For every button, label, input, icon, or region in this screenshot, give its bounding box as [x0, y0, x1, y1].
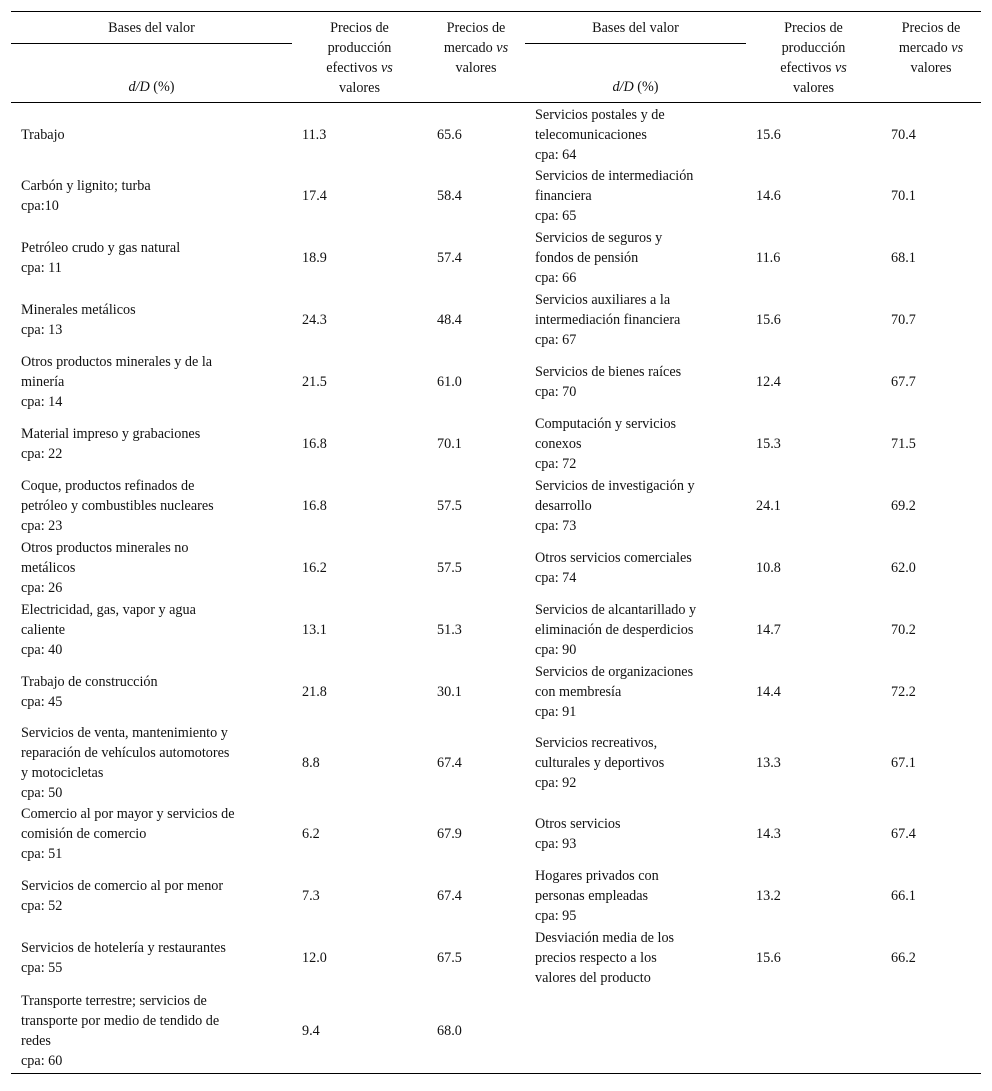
row-label-left — [11, 351, 292, 413]
table-row — [11, 103, 981, 166]
label-line: cpa: 40 — [21, 642, 63, 658]
table-row — [11, 537, 981, 599]
production-value-left: 17.4 — [302, 188, 327, 204]
header-market-right — [881, 12, 981, 103]
label-line: Petróleo crudo y gas natural — [21, 240, 181, 256]
label-line: Servicios recreativos, — [535, 735, 658, 751]
production-value-left: 16.8 — [302, 436, 327, 452]
row-label-left — [11, 165, 292, 227]
label-line: Servicios auxiliares a la — [535, 292, 671, 308]
label-line: transporte por medio de tendido de — [21, 1012, 220, 1029]
header-basis-right — [525, 12, 746, 103]
production-value-left: 7.3 — [302, 888, 320, 904]
production-value-right: 15.6 — [756, 127, 781, 143]
label-line: cpa: 11 — [21, 260, 62, 276]
label-line: fondos de pensión — [535, 250, 639, 266]
label-line: Servicios de bienes raíces — [535, 364, 682, 380]
table-header-row — [11, 12, 981, 103]
production-value-right: 15.6 — [756, 950, 781, 966]
row-label-right — [525, 351, 746, 413]
label-line: petróleo y combustibles nucleares — [21, 498, 214, 514]
production-value-right: 14.3 — [756, 826, 781, 842]
production-value-right: 13.2 — [756, 888, 781, 904]
table-row — [11, 599, 981, 661]
production-value-left: 24.3 — [302, 312, 327, 328]
label-line: Transporte terrestre; servicios de — [21, 992, 207, 1009]
production-value-right: 14.4 — [756, 684, 781, 700]
market-value-left: 57.5 — [437, 498, 462, 514]
label-line: cpa: 60 — [21, 1052, 63, 1069]
market-value-right: 71.5 — [891, 436, 916, 452]
label-line: Desviación media de los — [535, 930, 675, 946]
row-label-left — [11, 723, 292, 803]
table-row — [11, 723, 981, 803]
row-label-right — [525, 927, 746, 989]
row-label-right — [525, 537, 746, 599]
market-value-right: 70.2 — [891, 622, 916, 638]
label-line: Servicios de seguros y — [535, 230, 663, 246]
label-line: cpa: 92 — [535, 775, 577, 791]
table-row — [11, 227, 981, 289]
market-value-right: 69.2 — [891, 498, 916, 514]
label-line: Trabajo de construcción — [21, 674, 158, 690]
label-line: cpa: 45 — [21, 694, 63, 710]
header-market-text: Precios de mercado vs valores — [443, 20, 509, 76]
production-value-right: 14.6 — [756, 188, 781, 204]
label-line: cpa: 64 — [535, 147, 577, 163]
row-label-left — [11, 289, 292, 351]
label-line: Coque, productos refinados de — [21, 478, 195, 494]
value-bases-table — [11, 11, 981, 1074]
table-row — [11, 351, 981, 413]
label-line: conexos — [535, 436, 582, 452]
label-line: cpa: 51 — [21, 846, 63, 862]
label-line: cpa: 13 — [21, 322, 63, 338]
market-value-left: 48.4 — [437, 312, 462, 328]
label-line: Otros productos minerales y de la — [21, 354, 213, 370]
label-line: Servicios de hotelería y restaurantes — [21, 940, 226, 956]
label-line: cpa: 67 — [535, 332, 577, 348]
market-value-right: 67.4 — [891, 826, 916, 842]
row-label-left — [11, 927, 292, 989]
production-value-right: 24.1 — [756, 498, 781, 514]
row-label-left — [11, 661, 292, 723]
label-line: cpa: 74 — [535, 570, 577, 586]
row-label-left — [11, 227, 292, 289]
label-line: Servicios de organizaciones — [535, 664, 694, 680]
table-row — [11, 289, 981, 351]
label-line: cpa: 95 — [535, 908, 577, 924]
label-line: financiera — [535, 188, 592, 204]
row-label-left — [11, 865, 292, 927]
market-value-right: 70.4 — [891, 127, 916, 143]
production-value-left: 11.3 — [302, 127, 327, 143]
production-value-left: 16.8 — [302, 498, 327, 514]
row-label-right — [525, 865, 746, 927]
header-basis-rule — [11, 43, 292, 44]
label-line: cpa: 73 — [535, 518, 577, 534]
label-line: Hogares privados con — [535, 868, 659, 884]
row-label-right — [525, 723, 746, 803]
row-label-right — [525, 103, 746, 166]
label-line: cpa: 72 — [535, 456, 577, 472]
row-label-left — [11, 989, 292, 1073]
row-label-right — [525, 599, 746, 661]
market-value-right — [881, 989, 981, 1073]
production-value-right: 15.6 — [756, 312, 781, 328]
label-line: culturales y deportivos — [535, 755, 665, 771]
row-label-left — [11, 599, 292, 661]
production-value-left: 16.2 — [302, 560, 327, 576]
row-label-left — [11, 413, 292, 475]
label-line: intermediación financiera — [535, 312, 681, 328]
production-value-right: 11.6 — [756, 250, 781, 266]
market-value-left: 57.5 — [437, 560, 462, 576]
header-market-left — [427, 12, 525, 103]
label-line: precios respecto a los — [535, 950, 657, 966]
label-line: Servicios de comercio al por menor — [21, 878, 224, 894]
header-market-text: Precios de mercado vs valores — [898, 20, 964, 76]
table-row — [11, 803, 981, 865]
market-value-left: 65.6 — [437, 127, 462, 143]
label-line: Electricidad, gas, vapor y agua — [21, 602, 196, 618]
table-row — [11, 413, 981, 475]
table-row — [11, 989, 981, 1073]
market-value-right: 70.1 — [891, 188, 916, 204]
label-line: cpa: 70 — [535, 384, 577, 400]
label-line: metálicos — [21, 560, 76, 576]
table-row — [11, 661, 981, 723]
production-value-left: 12.0 — [302, 950, 327, 966]
label-line: Otros servicios — [535, 816, 621, 832]
row-label-right — [525, 413, 746, 475]
label-line: caliente — [21, 622, 66, 638]
label-line: redes — [21, 1032, 51, 1049]
label-line: cpa: 23 — [21, 518, 63, 534]
market-value-left: 67.9 — [437, 826, 462, 842]
row-label-right — [525, 661, 746, 723]
row-label-right — [525, 475, 746, 537]
label-line: cpa: 90 — [535, 642, 577, 658]
header-production-right — [746, 12, 881, 103]
market-value-right: 70.7 — [891, 312, 916, 328]
label-line: comisión de comercio — [21, 826, 147, 842]
label-line: valores del producto — [535, 970, 651, 986]
market-value-right: 62.0 — [891, 560, 916, 576]
label-line: cpa: 52 — [21, 898, 63, 914]
market-value-left: 67.5 — [437, 950, 462, 966]
header-basis-subtitle: d/D (%) — [612, 79, 659, 95]
label-line: con membresía — [535, 684, 622, 700]
header-production-left — [292, 12, 427, 103]
table-body — [11, 103, 981, 1074]
label-line: personas empleadas — [535, 888, 649, 904]
production-value-right: 13.3 — [756, 755, 781, 771]
label-line: cpa: 55 — [21, 960, 63, 976]
market-value-right: 67.1 — [891, 755, 916, 771]
header-basis-title: Bases del valor — [592, 20, 679, 36]
row-label-right — [525, 989, 746, 1073]
label-line: Servicios de venta, mantenimiento y — [21, 725, 228, 741]
label-line: cpa: 26 — [21, 580, 63, 596]
header-basis-subtitle: d/D (%) — [128, 79, 175, 95]
label-line: y motocicletas — [21, 765, 104, 781]
production-value-left: 21.5 — [302, 374, 327, 390]
label-line: reparación de vehículos automotores — [21, 745, 230, 761]
production-value-right: 15.3 — [756, 436, 781, 452]
row-label-right — [525, 803, 746, 865]
market-value-right: 66.2 — [891, 950, 916, 966]
label-line: cpa: 66 — [535, 270, 577, 286]
header-basis-left — [11, 12, 292, 103]
header-production-text: Precios de producción efectivos vs valores — [326, 20, 393, 96]
label-line: Carbón y lignito; turba — [21, 178, 151, 194]
market-value-right: 68.1 — [891, 250, 916, 266]
market-value-left: 58.4 — [437, 188, 462, 204]
market-value-left: 51.3 — [437, 622, 462, 638]
label-line: cpa:10 — [21, 198, 59, 214]
row-label-right — [525, 289, 746, 351]
label-line: eliminación de desperdicios — [535, 622, 694, 638]
market-value-left: 30.1 — [437, 684, 462, 700]
production-value-left: 8.8 — [302, 755, 320, 771]
label-line: cpa: 91 — [535, 704, 577, 720]
label-line: Servicios de intermediación — [535, 168, 694, 184]
market-value-left: 61.0 — [437, 374, 462, 390]
label-line: Servicios postales y de — [535, 107, 665, 123]
label-line: Otros productos minerales no — [21, 540, 189, 556]
row-label-left — [11, 803, 292, 865]
production-value-left: 9.4 — [302, 1022, 320, 1039]
label-line: Material impreso y grabaciones — [21, 426, 201, 442]
market-value-right: 66.1 — [891, 888, 916, 904]
label-line: cpa: 50 — [21, 785, 63, 801]
label-line: cpa: 93 — [535, 836, 577, 852]
header-production-text: Precios de producción efectivos vs valores — [780, 20, 847, 96]
market-value-right: 72.2 — [891, 684, 916, 700]
row-label-right — [525, 227, 746, 289]
label-line: cpa: 14 — [21, 394, 63, 410]
production-value-left: 6.2 — [302, 826, 320, 842]
table-row — [11, 475, 981, 537]
production-value-right: 14.7 — [756, 622, 781, 638]
label-line: desarrollo — [535, 498, 592, 514]
label-line: Servicios de alcantarillado y — [535, 602, 697, 618]
production-value-left: 13.1 — [302, 622, 327, 638]
production-value-right: 12.4 — [756, 374, 781, 390]
label-line: minería — [21, 374, 65, 390]
market-value-right: 67.7 — [891, 374, 916, 390]
label-line: telecomunicaciones — [535, 127, 647, 143]
market-value-left: 68.0 — [437, 1022, 462, 1039]
market-value-left: 67.4 — [437, 755, 462, 771]
table-row — [11, 165, 981, 227]
label-line: cpa: 65 — [535, 208, 577, 224]
label-line: Otros servicios comerciales — [535, 550, 692, 566]
production-value-left: 21.8 — [302, 684, 327, 700]
row-label-left — [11, 475, 292, 537]
production-value-right: 10.8 — [756, 560, 781, 576]
row-label-right — [525, 165, 746, 227]
label-line: Servicios de investigación y — [535, 478, 695, 494]
table-row — [11, 865, 981, 927]
production-value-left: 18.9 — [302, 250, 327, 266]
row-label-left — [11, 103, 292, 166]
table-row — [11, 927, 981, 989]
market-value-left: 70.1 — [437, 436, 462, 452]
production-value-right — [746, 989, 881, 1073]
label-line: Trabajo — [21, 127, 65, 143]
label-line: Comercio al por mayor y servicios de — [21, 806, 235, 822]
header-basis-title: Bases del valor — [108, 20, 195, 36]
label-line: Computación y servicios — [535, 416, 677, 432]
row-label-left — [11, 537, 292, 599]
header-basis-rule — [525, 43, 746, 44]
market-value-left: 67.4 — [437, 888, 462, 904]
label-line: cpa: 22 — [21, 446, 63, 462]
market-value-left: 57.4 — [437, 250, 462, 266]
label-line: Minerales metálicos — [21, 302, 136, 318]
